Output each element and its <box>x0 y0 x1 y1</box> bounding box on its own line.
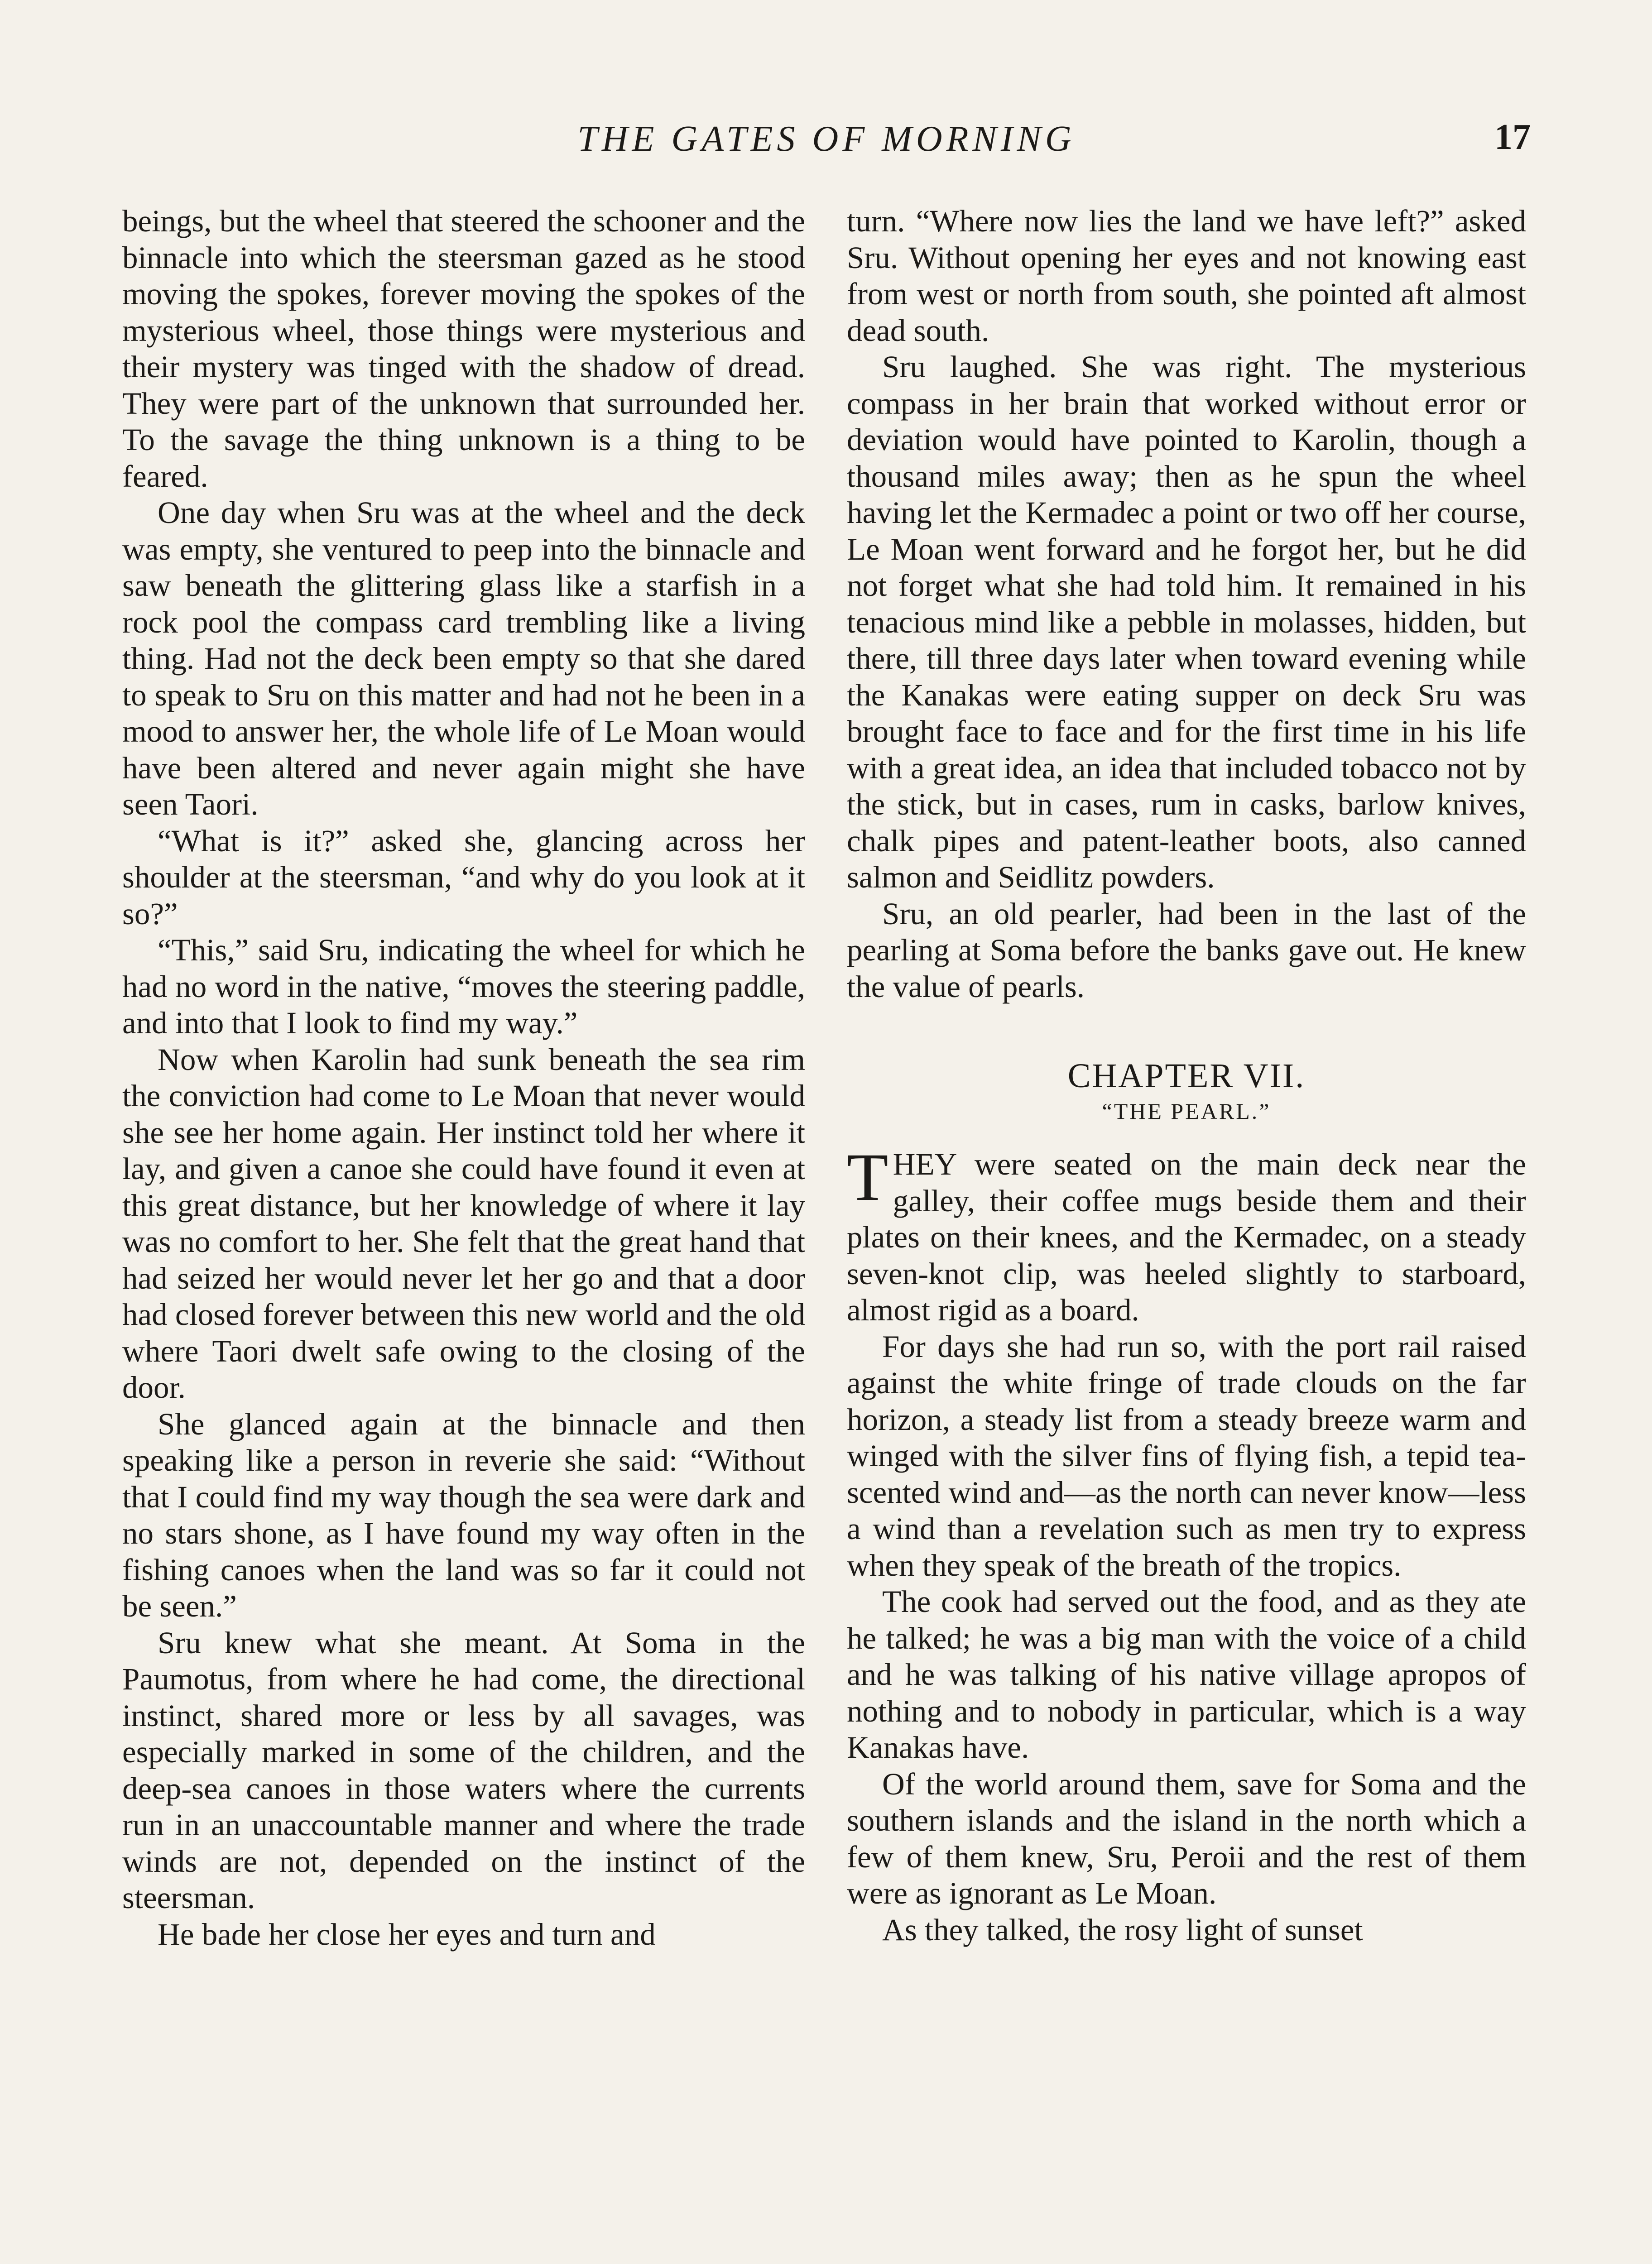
paragraph: Of the world around them, save for Soma and the southern islands and the island in the north which a few of them knew, Sru, Peroii and the rest of them were as ignorant as Le Moan. <box>847 1766 1526 1910</box>
paragraph: For days she had run so, with the port rail raised against the white fringe of trade clouds on the far horizon, a steady list from a steady breeze warm and winged with the silver fins of flying fish, a tepid tea-scented wind and—as the north can never know—less a wind than a revelation such as men try to express when they speak of the breath of the tropics. <box>847 1329 1526 1583</box>
page-number: 17 <box>1494 117 1531 157</box>
left-column <box>122 203 805 1952</box>
opening-text: HEY were seated on the main deck near the galley, their coffee mugs beside them and their plates on their knees, and the Kermadec, on a steady seven-knot clip, was heeled slightly to starboard, almost rigid as a board. <box>847 1147 1526 1327</box>
paragraph: The cook had served out the food, and as they ate he talked; he was a big man with the voice of a child and he was talking of his native village apropos of nothing and to nobody in particular, which is a way Kanakas have. <box>847 1584 1526 1765</box>
chapter-subtitle: “THE PEARL.” <box>1102 1098 1271 1124</box>
paragraph: Now when Karolin had sunk beneath the sea rim the conviction had come to Le Moan that never would she see her home again. Her instinct told her where it lay, and given a canoe she could have found it even at this great distance, but her knowledge of where it lay was no comfort to her. She felt that the great hand that had seized her would never let her go and that a door had closed forever between this new world and the old where Taori dwelt safe owing to the closing of the door. <box>122 1042 805 1405</box>
chapter-title: CHAPTER VII. <box>1067 1057 1306 1095</box>
paragraph: One day when Sru was at the wheel and the deck was empty, she ventured to peep into the binnacle and saw beneath the glittering glass like a starfish in a rock pool the compass card trembling like a living thing. Had not the deck been empty so that she dared to speak to Sru on this matter and had not he been in a mood to answer her, the whole life of Le Moan would have been altered and never again might she have seen Taori. <box>122 495 805 821</box>
paragraph: “What is it?” asked she, glancing across her shoulder at the steersman, “and why do you look at it so?” <box>122 823 805 931</box>
right-column <box>847 203 1526 1948</box>
paragraph: beings, but the wheel that steered the schooner and the binnacle into which the steersman gazed as he stood moving the spokes, forever moving the spokes of the mysterious wheel, those things were mysterious and their mystery was tinged with the shadow of dread. They were part of the unknown that surrounded her. To the savage the thing unknown is a thing to be feared. <box>122 204 805 494</box>
chapter-opening-paragraph <box>847 1140 1526 1329</box>
paragraph: As they talked, the rosy light of sunset <box>882 1912 1363 1947</box>
drop-cap: T <box>847 1140 888 1215</box>
running-head: THE GATES OF MORNING <box>577 119 1076 159</box>
paragraph: He bade her close her eyes and turn and <box>158 1917 656 1952</box>
paragraph: Sru laughed. She was right. The mysterious compass in her brain that worked without error or deviation would have pointed to Karolin, though a thousand miles away; then as he spun the wheel having let the Kermadec a point or two off her course, Le Moan went forward and he forgot her, but he did not forget what she had told him. It remained in his tenacious mind like a pebble in molasses, hidden, but there, till three days later when toward evening while the Kanakas were eating supper on deck Sru was brought face to face and for the first time in his life with a great idea, an idea that included tobacco not by the stick, but in cases, rum in casks, barlow knives, chalk pipes and patent-leather boots, also canned salmon and Seidlitz powders. <box>847 350 1526 894</box>
paragraph: turn. “Where now lies the land we have left?” asked Sru. Without opening her eyes and not knowing east from west or north from south, she pointed aft almost dead south. <box>847 204 1526 348</box>
paragraph: Sru knew what she meant. At Soma in the Paumotus, from where he had come, the directional instinct, shared more or less by all savages, was especially marked in some of the children, and the deep-sea canoes in those waters where the currents run in an unaccountable manner and where the trade winds are not, depended on the instinct of the steersman. <box>122 1625 805 1915</box>
paragraph: “This,” said Sru, indicating the wheel for which he had no word in the native, “moves the steering paddle, and into that I look to find my way.” <box>122 933 805 1040</box>
paragraph: Sru, an old pearler, had been in the last of the pearling at Soma before the banks gave out. He knew the value of pearls. <box>847 896 1526 1004</box>
paragraph: She glanced again at the binnacle and then speaking like a person in reverie she said: “Without that I could find my way though the sea were dark and no stars shone, as I have found my way often in the fishing canoes when the land was so far it could not be seen.” <box>122 1406 805 1623</box>
